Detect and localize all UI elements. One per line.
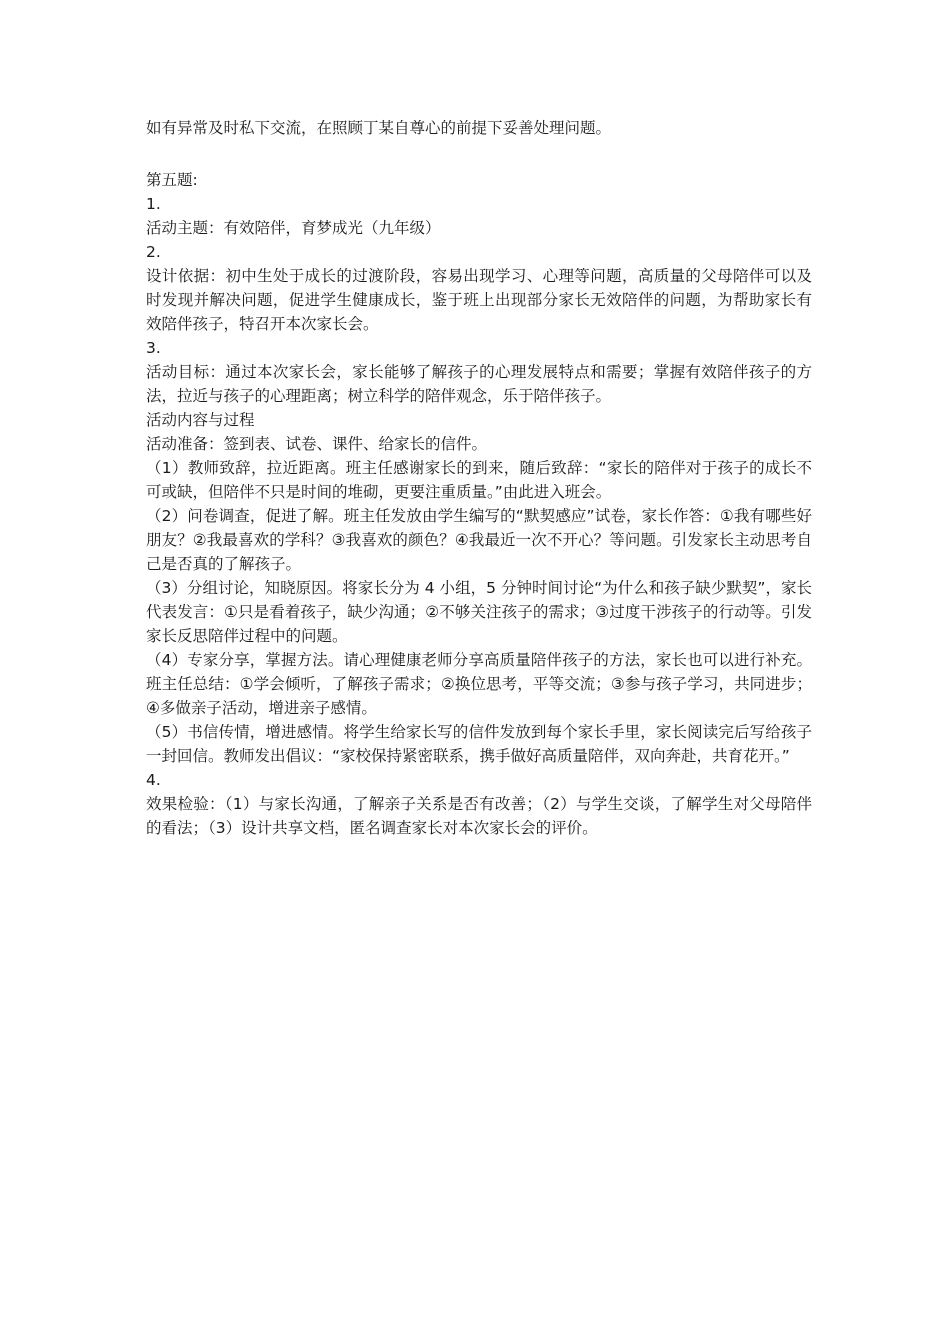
document-body: [146, 116, 812, 840]
step-1: （1）教师致辞，拉近距离。班主任感谢家长的到来，随后致辞：“家长的陪伴对于孩子的成长不可或缺，但陪伴不只是时间的堆砌，更要注重质量。”由此进入班会。: [146, 459, 812, 501]
activity-theme: 活动主题：有效陪伴，育梦成光（九年级）: [146, 219, 441, 237]
content-title: 活动内容与过程: [146, 411, 255, 429]
step-3: （3）分组讨论，知晓原因。将家长分为 4 小组，5 分钟时间讨论“为什么和孩子缺少默契”，家长代表发言：①只是看着孩子，缺少沟通；②不够关注孩子的需求；③过度干涉孩子的行动等。引发家长反思陪伴过程中的问题。: [146, 579, 812, 645]
step-5: （5）书信传情，增进感情。将学生给家长写的信件发放到每个家长手里，家长阅读完后写给孩子一封回信。教师发出倡议：“家校保持紧密联系，携手做好高质量陪伴，双向奔赴，共育花开。”: [146, 723, 812, 765]
activity-goal: 活动目标：通过本次家长会，家长能够了解孩子的心理发展特点和需要；掌握有效陪伴孩子的方法，拉近与孩子的心理距离；树立科学的陪伴观念，乐于陪伴孩子。: [146, 363, 812, 405]
intro-paragraph: 如有异常及时私下交流，在照顾丁某自尊心的前提下妥善处理问题。: [146, 119, 612, 137]
section-number-4: 4.: [146, 771, 161, 789]
paragraph-gap: [146, 140, 812, 168]
section-number-2: 2.: [146, 243, 161, 261]
step-4: （4）专家分享，掌握方法。请心理健康老师分享高质量陪伴孩子的方法，家长也可以进行补充。班主任总结：①学会倾听，了解孩子需求；②换位思考，平等交流；③参与孩子学习，共同进步；④多做亲子活动，增进亲子感情。: [146, 651, 812, 717]
section-number-1: 1.: [146, 195, 161, 213]
step-2: （2）问卷调查，促进了解。班主任发放由学生编写的“默契感应”试卷，家长作答：①我有哪些好朋友？②我最喜欢的学科？③我喜欢的颜色？④我最近一次不开心？等问题。引发家长主动思考自己是否真的了解孩子。: [146, 507, 812, 573]
section-number-3: 3.: [146, 339, 161, 357]
activity-preparation: 活动准备：签到表、试卷、课件、给家长的信件。: [146, 435, 488, 453]
design-basis: 设计依据：初中生处于成长的过渡阶段，容易出现学习、心理等问题，高质量的父母陪伴可以及时发现并解决问题，促进学生健康成长，鉴于班上出现部分家长无效陪伴的问题，为帮助家长有效陪伴孩子，特召开本次家长会。: [146, 267, 812, 333]
question-title: 第五题:: [146, 171, 198, 189]
effect-evaluation: 效果检验：（1）与家长沟通，了解亲子关系是否有改善；（2）与学生交谈，了解学生对父母陪伴的看法；（3）设计共享文档，匿名调查家长对本次家长会的评价。: [146, 795, 812, 837]
